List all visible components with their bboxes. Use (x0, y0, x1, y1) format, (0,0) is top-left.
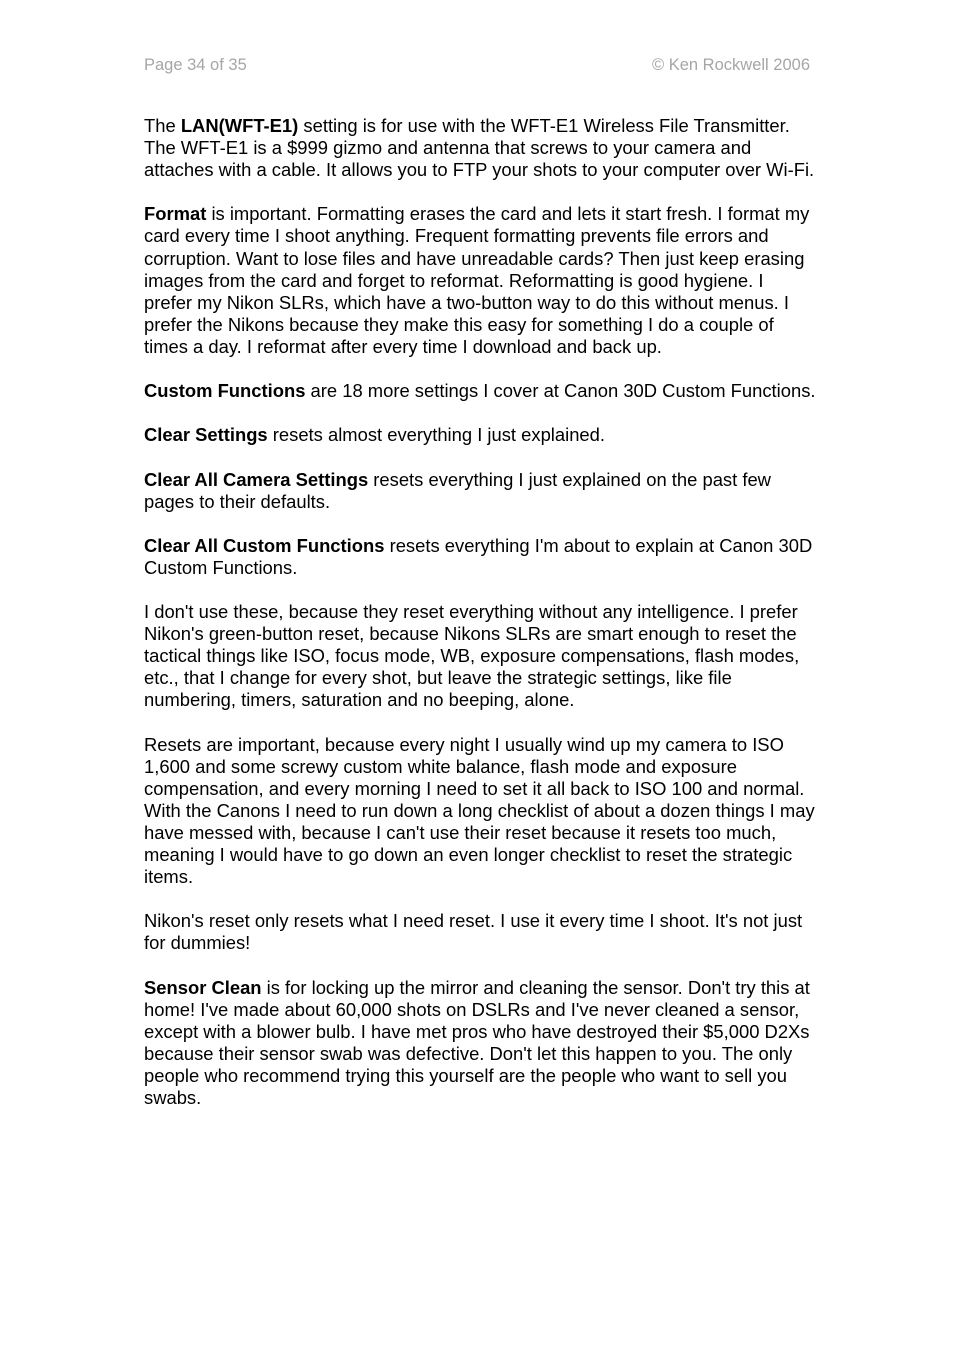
paragraph-text: resets everything I'm about to explain at Canon 30D Custom Functions. (144, 534, 813, 578)
term-clear-all-camera-settings: Clear All Camera Settings (144, 468, 369, 490)
paragraph-sensor-clean (144, 977, 816, 1110)
paragraph-text: Resets are important, because every night I usually wind up my camera to ISO 1,600 and some screwy custom white balance, flash mode and exposure compensation, and every morning I need to set it all back to ISO 100 and normal. With the Canons I need to run down a long checklist of about a dozen things I may have messed with, because I can't use their reset because it resets too much, meaning I would have to go down an even longer checklist to reset the strategic items. (144, 733, 815, 888)
paragraph-text: are 18 more settings I cover at Canon 30D Custom Functions. (305, 380, 816, 402)
paragraph-text: Nikon's reset only resets what I need reset. I use it every time I shoot. It's not just for dummies! (144, 910, 803, 954)
paragraph-lead: The (144, 115, 181, 136)
paragraph-clear-all-custom-functions (144, 535, 816, 579)
page-header (144, 56, 810, 78)
term-custom-functions: Custom Functions (144, 380, 306, 402)
document-body (144, 115, 816, 1131)
paragraph-text: I don't use these, because they reset everything without any intelligence. I prefer Nikon's green-button reset, because Nikons SLRs are smart enough to reset the tactical things like ISO, focus mode, WB, exposure compensations, flash modes, etc., that I change for every shot, but leave the strategic settings, like file numbering, timers, saturation and no beeping, alone. (144, 601, 800, 711)
paragraph-text: setting is for use with the WFT-E1 Wireless File Transmitter. The WFT-E1 is a $999 gizmo and antenna that screws to your camera and attaches with a cable. It allows you to FTP your shots to your computer over Wi-Fi. (144, 115, 815, 181)
term-lan-wft-e1: LAN(WFT-E1) (180, 115, 299, 136)
paragraph-clear-all-camera-settings (144, 469, 816, 513)
paragraph-nikon-reset (144, 910, 816, 954)
term-format: Format (144, 203, 207, 225)
term-clear-all-custom-functions: Clear All Custom Functions (144, 534, 385, 556)
page-number: Page 34 of 35 (144, 56, 247, 74)
paragraph-text: is important. Formatting erases the card and lets it start fresh. I format my card every time I shoot anything. Frequent formatting prevents file errors and corruption. Want to lose files and have unreadable cards? Then just keep erasing images from the card and forget to reformat. Reformatting is good hygiene. I prefer my Nikon SLRs, which have a two-button way to do this without menus. I prefer the Nikons because they make this easy for something I do a couple of times a day. I reformat after every time I download and back up. (144, 203, 810, 357)
paragraph-format (144, 203, 816, 358)
paragraph-text: resets everything I just explained on the past few pages to their defaults. (144, 468, 771, 512)
term-sensor-clean: Sensor Clean (144, 976, 262, 998)
copyright-notice: © Ken Rockwell 2006 (652, 56, 810, 74)
term-clear-settings: Clear Settings (144, 424, 268, 446)
paragraph-custom-functions (144, 380, 816, 402)
paragraph-lan-wft-e1 (144, 115, 816, 181)
paragraph-clear-settings (144, 424, 816, 446)
paragraph-text: resets almost everything I just explained. (267, 424, 605, 446)
paragraph-resets-important (144, 734, 816, 889)
paragraph-text: is for locking up the mirror and cleaning the sensor. Don't try this at home! I've made about 60,000 shots on DSLRs and I've never cleaned a sensor, except with a blower bulb. I have met pros who have destroyed their $5,000 D2Xs because their sensor swab was defective. Don't let this happen to you. The only people who recommend trying this yourself are the people who want to sell you swabs. (144, 976, 810, 1109)
paragraph-reset-opinion (144, 601, 816, 711)
